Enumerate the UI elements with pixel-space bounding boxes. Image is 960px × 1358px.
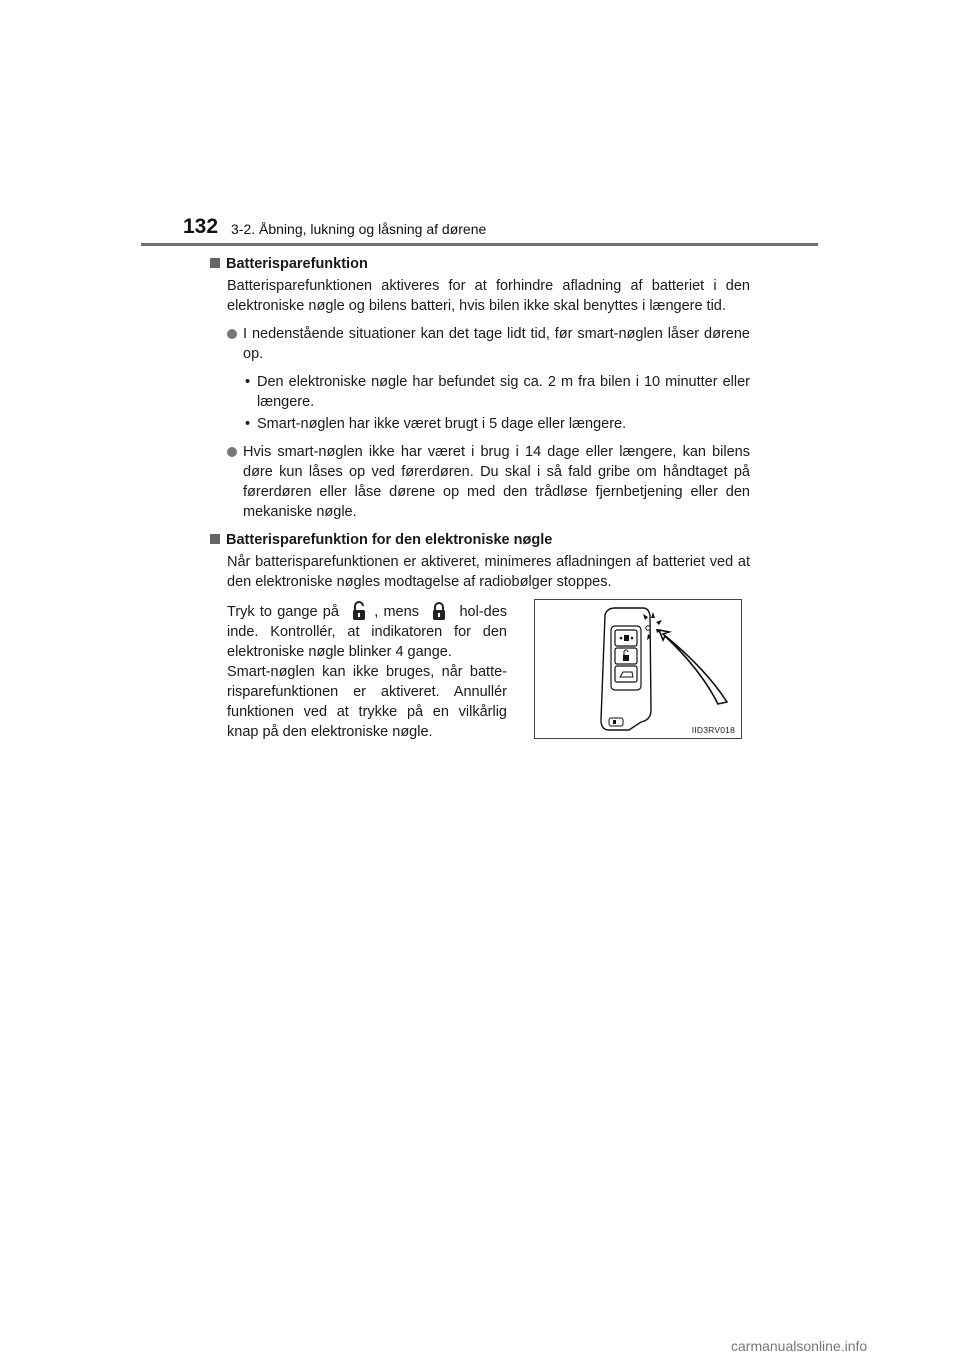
square-bullet-icon [210, 258, 220, 268]
instruction-text: Tryk to gange på , mens hol-des inde. Kontrollér, at indikatoren for den elektroniske nøgle blinker 4 gange. Smart-nøglen kan ikke bruges, når batte-risparefunktionen er aktiveret. Annullér funktionen ved at trykke på en vilkårlig knap på den elektroniske nøgle. [227, 600, 507, 742]
round-bullet-icon [227, 447, 237, 457]
bullet-item: I nedenstående situationer kan det tage lidt tid, før smart-nøglen låser dørene op. [227, 324, 750, 364]
smart-key-icon [535, 600, 741, 738]
sub-bullet-item: • Den elektroniske nøgle har befundet sig ca. 2 m fra bilen i 10 minutter eller længere. [245, 374, 750, 410]
chapter-title: 3-2. Åbning, lukning og låsning af dørene [231, 221, 487, 237]
bullet-item: Hvis smart-nøglen ikke har været i brug i 14 dage eller længere, kan bilens døre kun låses op ved førerdøren. Du skal i så fald gribe om håndtaget på førerdøren eller låse dørene op med den trådløse fjernbetjening eller den mekaniske nøgle. [227, 442, 750, 522]
lock-icon [428, 600, 450, 622]
page-number: 132 [183, 215, 219, 238]
figure-code: IID3RV018 [691, 725, 735, 735]
header-rule [141, 243, 818, 246]
watermark: carmanualsonline.info [731, 1338, 868, 1354]
instruction-block [227, 600, 750, 740]
square-bullet-icon [210, 534, 220, 544]
section-heading-battery-saver: Batterisparefunktion [210, 254, 750, 274]
main-content [210, 254, 750, 740]
smart-key-illustration [534, 599, 742, 739]
unlock-icon [348, 600, 370, 622]
sub-bullet-item: • Smart-nøglen har ikke været brugt i 5 dage eller længere. [245, 416, 627, 432]
key-battery-saver-intro: Når batterisparefunktionen er aktiveret, minimeres afladningen af batteriet ved at den elektroniske nøgles modtagelse af radiobølger stoppes. [227, 554, 750, 590]
battery-saver-intro: Batterisparefunktionen aktiveres for at forhindre afladning af batteriet i den elektroniske nøgle og bilens batteri, hvis bilen ikke skal benyttes i længere tid. [227, 278, 750, 314]
round-bullet-icon [227, 329, 237, 339]
section-heading-key-battery-saver: Batterisparefunktion for den elektroniske nøgle [210, 530, 750, 550]
